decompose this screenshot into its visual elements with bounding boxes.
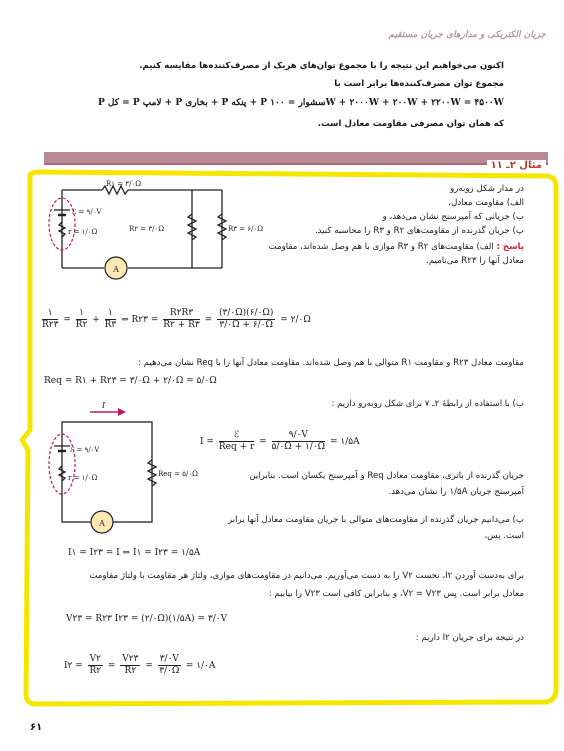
- eq1-term2: $\frac{۱}{R۳}$: [104, 308, 117, 330]
- answer-text-1: الف) مقاومت‌های R۲ و R۳ موازی با هم وصل شده‌اند، مقاومت: [268, 242, 494, 252]
- circuit-diagram-2: [32, 400, 198, 540]
- paragraph-ammeter-2: آمپرسنج جریان ۱/۵A را نشان می‌دهد.: [388, 487, 524, 497]
- circuit-diagram-1: [32, 176, 272, 286]
- question-a: الف) مقاومت معادل،: [448, 198, 524, 208]
- paragraph-part-c-2: است. پس،: [484, 531, 524, 541]
- answer-line-1: [264, 241, 524, 254]
- eq1-values: $\frac{(۳/۰\Omega)(۶/۰\Omega)}{۳/۰\Omega + ۶/۰\Omega}$: [218, 308, 274, 330]
- eq1-product-over-sum: $\frac{R۲R۳}{R۲ + R۳}$: [163, 308, 200, 330]
- equation-current: I = $\frac{\text{ℰ}}{\text{Req + r}}$ = $\frac{۹/۰V}{۵/۰\Omega + ۱/۰\Omega}$ = ۱/۵A: [200, 430, 360, 452]
- paragraph-voltage-2: معادل برابر است. پس V۲ = V۲۳، و بنابراین کافی است V۲۳ را بیابیم :: [268, 589, 524, 599]
- question-c: پ) جریان گذرنده از مقاومت‌های R۲ و R۳ را محاسبه کنید.: [314, 226, 524, 236]
- paragraph-ammeter-1: جریان گذرنده از باتری، مقاومت معادل Req و آمپرسنج یکسان است. بنابراین: [249, 471, 524, 481]
- eq1-lhs: $\frac{۱}{R۲۳}$: [42, 308, 59, 330]
- power-sum-equation: P کل = P لامپ + P بخاری + P پنکه + P سشوار = ۱۰۰W + ۲۰۰۰W + ۲۰۰W + ۲۲۰۰W = ۴۵۰۰W: [98, 98, 504, 108]
- ammeter-2-label: A: [99, 519, 105, 528]
- paragraph-part-c-1: پ) می‌دانیم جریان گذرنده از مقاومت‌های متوالی با جریان مقاومت معادل آنها برابر: [227, 515, 524, 525]
- question-intro: در مدار شکل روبه‌رو: [450, 184, 524, 194]
- running-header: جریان الکتریکی و مدارهای جریان مستقیم: [388, 30, 546, 40]
- ammeter-1-label: A: [113, 265, 119, 274]
- equation-voltage: V۲۳ = R۲۳ I۲۳ = (۲/۰Ω)(۱/۵A) = ۳/۰V: [66, 614, 228, 624]
- paragraph-series: مقاومت معادل R۲۳ و مقاومت R۱ متوالی با هم وصل شده‌اند. مقاومت معادل آنها را با Req نشان می‌دهیم :: [138, 358, 524, 368]
- page-number: ۶۱: [30, 722, 43, 733]
- equation-series-current: I۱ = I۲۳ = I ⇒ I۱ = I۲۳ = ۱/۵A: [68, 548, 201, 558]
- circuit-1-rint-label: r = ۱/۰Ω: [68, 228, 98, 236]
- paragraph-voltage-1: برای به‌دست آوردن I۲، نخست V۲ را به دست می‌آوریم. می‌دانیم در مقاومت‌های موازی، ولتاژ هر مقاومت با ولتاژ مقاومت: [89, 571, 524, 581]
- equation-parallel: $\frac{۱}{R۲۳}$ = $\frac{۱}{R۲}$ + $\frac{۱}{R۳}$ ⇒ R۲۳ = $\frac{R۲R۳}{R۲ + R۳}$ = $\frac{(۳/۰\Omega)(۶/۰\Omega)}{۳/۰\Omega + ۶/۰\Omega}$ = ۲/۰Ω: [42, 308, 311, 330]
- circuit-1-r2-label: R۲ = ۳/۰Ω: [129, 225, 165, 233]
- answer-line-2: معادل آنها را R۲۳ می‌نامیم.: [426, 256, 524, 266]
- paragraph-part-b: ب) با استفاده از رابطهٔ ۲ـ ۷ برای شکل روبه‌رو داریم :: [331, 399, 524, 409]
- circuit-2-rint-label: r = ۱/۰Ω: [68, 474, 98, 482]
- intro-line-3: که همان توان مصرفی مقاومت معادل است.: [317, 119, 504, 129]
- circuit-2-req-label: Req = ۵/۰Ω: [158, 470, 198, 478]
- question-b: ب) جریانی که آمپرسنج نشان می‌دهد، و: [382, 212, 524, 222]
- example-title: مثال ۲ـ ۱۱: [487, 160, 546, 171]
- eq1-term1: $\frac{۱}{R۲}$: [75, 308, 88, 330]
- circuit-1-r1-label: R۱ = ۳/۰Ω: [106, 180, 142, 188]
- circuit-2-current-label: I: [102, 401, 106, 410]
- intro-line-1: اکنون می‌خواهیم این نتیجه را با مجموع توان‌های هریک از مصرف‌کننده‌ها مقایسه کنیم.: [139, 61, 504, 71]
- circuit-1-r3-label: R۳ = ۶/۰Ω: [228, 225, 264, 233]
- circuit-2-emf-label: ℰ = ۹/۰V: [70, 446, 100, 454]
- circuit-1-emf-label: ℰ = ۹/۰V: [72, 208, 102, 216]
- intro-line-2: مجموع توان مصرف‌کننده‌ها برابر است با: [334, 79, 504, 89]
- equation-i2: I۲ = $\frac{V۲}{R۲}$ = $\frac{V۲۳}{R۲}$ = $\frac{۳/۰V}{۳/۰\Omega}$ = ۱/۰A: [64, 654, 216, 676]
- answer-label: پاسخ :: [496, 242, 524, 252]
- paragraph-result: در نتیجه برای جریان I۲ داریم :: [415, 633, 524, 643]
- equation-req: Req = R۱ + R۲۳ = ۳/۰Ω + ۲/۰Ω = ۵/۰Ω: [44, 376, 217, 386]
